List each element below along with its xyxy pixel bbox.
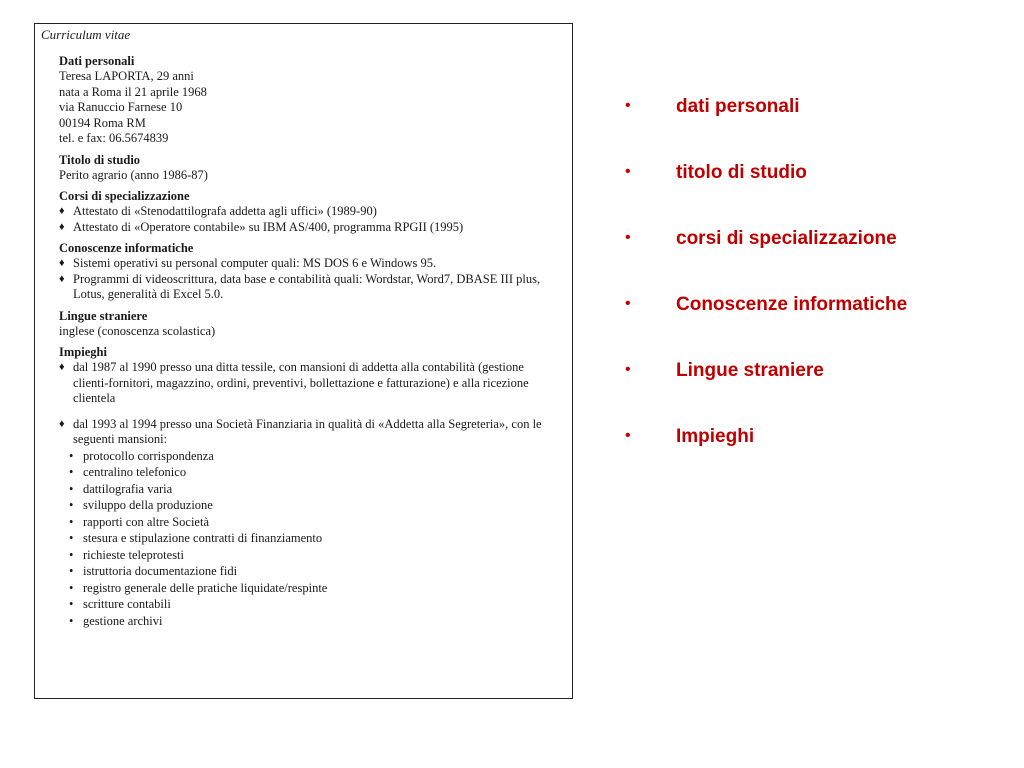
bullet-marker: • (625, 427, 631, 444)
personal-line: nata a Roma il 21 aprile 1968 (59, 84, 207, 99)
duty-item: • sviluppo della produzione (59, 497, 559, 514)
bullet-marker: • (625, 361, 631, 378)
duty-item: • stesura e stipulazione contratti di finanziamento (59, 530, 559, 547)
study-line: Perito agrario (anno 1986-87) (59, 167, 208, 182)
duty-item: • richieste teleprotesti (59, 547, 559, 564)
bullet-marker: • (625, 229, 631, 246)
personal-line: Teresa LAPORTA, 29 anni (59, 69, 194, 83)
course-item: ♦ Attestato di «Operatore contabile» su IBM AS/400, programma RPGII (1995) (59, 220, 559, 236)
section-heading: Corsi di specializzazione (59, 189, 190, 203)
skill-item: ♦ Programmi di videoscrittura, data base e contabilità quali: Wordstar, Word7, DBASE III plus, Lotus, generalità di Excel 5.0. (59, 272, 559, 303)
section-impieghi (59, 345, 559, 629)
job-item: ♦ dal 1993 al 1994 presso una Società Finanziaria in qualità di «Addetta alla Segreteria», con le seguenti mansioni: (59, 417, 559, 448)
section-lingue (59, 309, 559, 340)
duty-item: • registro generale delle pratiche liquidate/respinte (59, 580, 559, 597)
bullet-label: corsi di specializzazione (676, 228, 897, 249)
personal-line: via Ranuccio Farnese 10 (59, 100, 183, 114)
language-line: inglese (conoscenza scolastica) (59, 323, 216, 338)
section-heading: Impieghi (59, 345, 107, 359)
bullet-label: Impieghi (676, 426, 755, 447)
duty-item: • dattilografia varia (59, 481, 559, 498)
section-heading: Dati personali (59, 54, 135, 68)
cv-scan-image (34, 23, 573, 699)
personal-line: 00194 Roma RM (59, 115, 146, 130)
duty-item: • scritture contabili (59, 596, 559, 613)
course-item: ♦ Attestato di «Stenodattilografa addetta agli uffici» (1989-90) (59, 204, 559, 220)
duty-item: • centralino telefonico (59, 464, 559, 481)
section-conoscenze (59, 241, 559, 303)
section-heading: Lingue straniere (59, 308, 148, 323)
section-heading: Titolo di studio (59, 152, 141, 167)
bullet-label: Conoscenze informatiche (676, 294, 908, 315)
bullet-label: dati personali (676, 96, 800, 117)
section-dati-personali (59, 54, 559, 147)
bullet-marker: • (625, 295, 631, 312)
skill-item: ♦ Sistemi operativi su personal computer quali: MS DOS 6 e Windows 95. (59, 256, 559, 272)
cv-title: Curriculum vitae (41, 27, 131, 42)
cv-content (59, 54, 559, 635)
bullet-marker: • (625, 163, 631, 180)
job-item: ♦ dal 1987 al 1990 presso una ditta tessile, con mansioni di addetta alla contabilità (gestione clienti-fornitori, magazzino, ordini, preventivi, bollettazione e fatturazione) e alla ricezione clientela (59, 360, 559, 407)
duty-item: • rapporti con altre Società (59, 514, 559, 531)
bullet-label: Lingue straniere (676, 360, 824, 381)
duty-item: • protocollo corrispondenza (59, 448, 559, 465)
duty-item: • istruttoria documentazione fidi (59, 563, 559, 580)
section-heading: Conoscenze informatiche (59, 241, 194, 255)
bullet-label: titolo di studio (676, 162, 807, 183)
bullet-marker: • (625, 97, 631, 114)
section-titolo-studio (59, 153, 559, 184)
duty-item: • gestione archivi (59, 613, 559, 630)
personal-line: tel. e fax: 06.5674839 (59, 131, 169, 145)
section-corsi (59, 189, 559, 235)
